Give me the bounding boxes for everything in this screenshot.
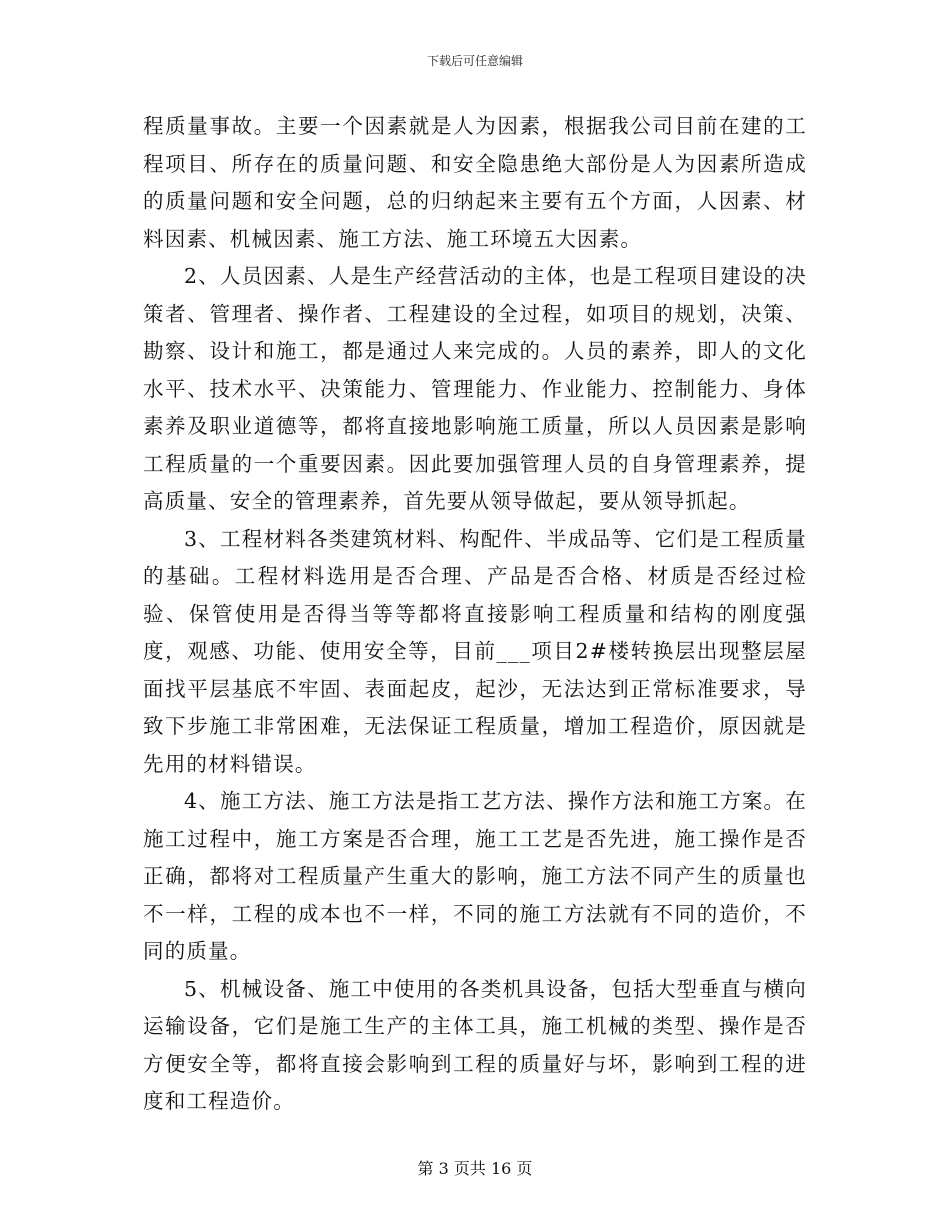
page-footer: 第 3 页共 16 页 [417,1159,533,1178]
paragraph-continuation: 程质量事故。主要一个因素就是人为因素，根据我公司目前在建的工程项目、所存在的质量问题、和安全隐患绝大部份是人为因素所造成的质量问题和安全问题，总的归纳起来主要有五个方面，人因素、材料因素、机械因素、施工方法、施工环境五大因素。 [143,114,807,251]
paragraph-machinery-equipment: 5、机械设备、施工中使用的各类机具设备，包括大型垂直与横向运输设备，它们是施工生产的主体工具，施工机械的类型、操作是否方便安全等，都将直接会影响到工程的质量好与坏，影响到工程的进度和工程造价。 [143,976,807,1113]
paragraph-construction-method: 4、施工方法、施工方法是指工艺方法、操作方法和施工方案。在施工过程中，施工方案是否合理，施工工艺是否先进，施工操作是否正确，都将对工程质量产生重大的影响，施工方法不同产生的质量也不一样，工程的成本也不一样，不同的施工方法就有不同的造价，不同的质量。 [143,789,807,963]
page-header: 下载后可任意编辑 [426,54,523,68]
paragraph-personnel-factor: 2、人员因素、人是生产经营活动的主体，也是工程项目建设的决策者、管理者、操作者、工程建设的全过程，如项目的规划，决策、勘察、设计和施工，都是通过人来完成的。人员的素养，即人的文化水平、技术水平、决策能力、管理能力、作业能力、控制能力、身体素养及职业道德等，都将直接地影响施工质量，所以人员因素是影响工程质量的一个重要因素。因此要加强管理人员的自身管理素养，提高质量、安全的管理素养，首先要从领导做起，要从领导抓起。 [143,264,807,513]
document-body [143,108,807,1121]
paragraph-material-factor: 3、工程材料各类建筑材料、构配件、半成品等、它们是工程质量的基础。工程材料选用是否合理、产品是否合格、材质是否经过检验、保管使用是否得当等等都将直接影响工程质量和结构的刚度强度，观感、功能、使用安全等，目前___项目2#楼转换层出现整层屋面找平层基底不牢固、表面起皮，起沙，无法达到正常标准要求，导致下步施工非常困难，无法保证工程质量，增加工程造价，原因就是先用的材料错误。 [143,526,807,776]
